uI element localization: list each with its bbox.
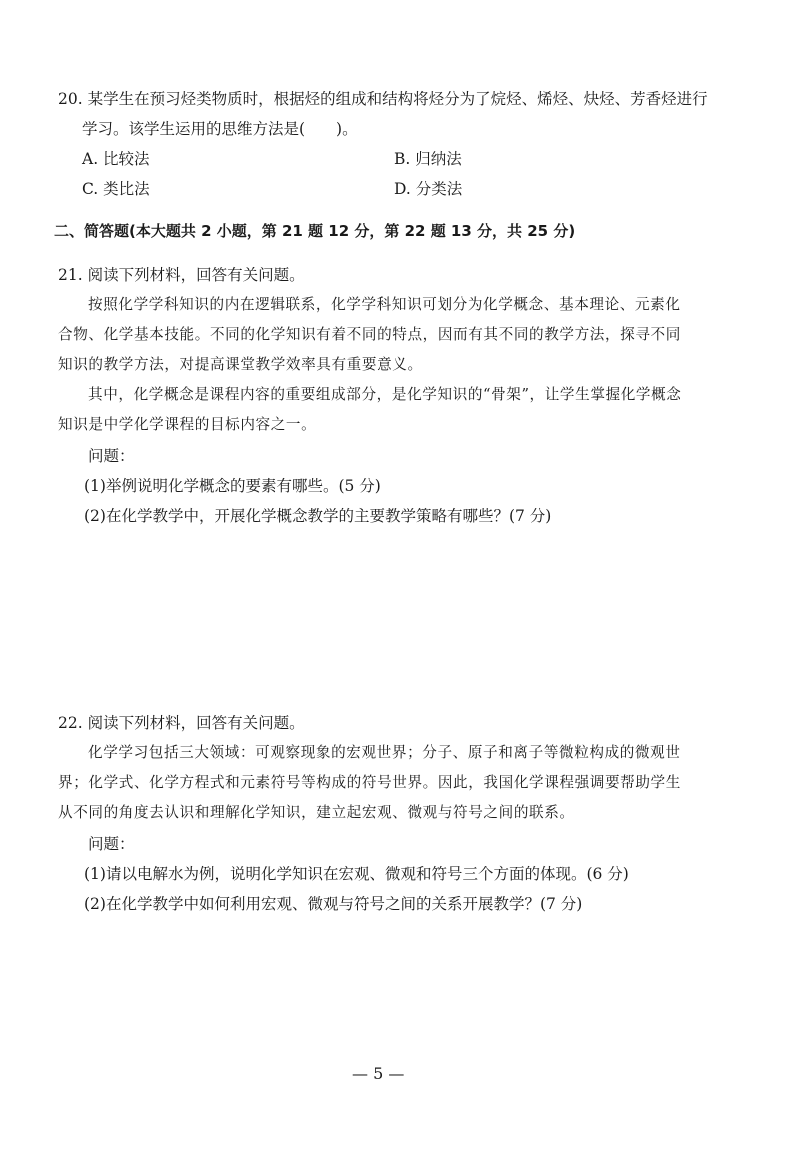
q21-material-p2-line2: 知识是中学化学课程的目标内容之一。 (58, 416, 317, 433)
q20-stem-line1: 20. 某学生在预习烃类物质时，根据烃的组成和结构将烃分为了烷烃、烯烃、炔烃、芳香烃进行 (58, 90, 708, 108)
q21-material-p1-line2: 合物、化学基本技能。不同的化学知识有着不同的特点，因而有其不同的教学方法，探寻不同 (58, 326, 681, 343)
q20-option-a: A. 比较法 (82, 150, 150, 168)
q20-option-b: B. 归纳法 (394, 150, 462, 168)
q21-subquestion-1: (1)举例说明化学概念的要素有哪些。(5 分) (84, 477, 381, 495)
q22-subquestion-1: (1)请以电解水为例，说明化学知识在宏观、微观和符号三个方面的体现。(6 分) (84, 865, 629, 883)
q21-material-p1-line1: 按照化学学科知识的内在逻辑联系，化学学科知识可划分为化学概念、基本理论、元素化 (88, 296, 681, 313)
q22-subquestion-2: (2)在化学教学中如何利用宏观、微观与符号之间的关系开展教学？(7 分) (84, 895, 583, 913)
q22-intro: 22. 阅读下列材料，回答有关问题。 (58, 714, 305, 732)
q20-stem-line2: 学习。该学生运用的思维方法是( )。 (82, 120, 358, 138)
page-number: — 5 — (352, 1064, 405, 1083)
q22-material-p1-line2: 界；化学式、化学方程式和元素符号等构成的符号世界。因此，我国化学课程强调要帮助学生 (58, 774, 681, 791)
section-heading: 二、简答题(本大题共 2 小题，第 21 题 12 分，第 22 题 13 分，共 25 分) (54, 222, 576, 240)
q20-option-c: C. 类比法 (82, 180, 150, 198)
q21-material-p2-line1: 其中，化学概念是课程内容的重要组成部分，是化学知识的“骨架”，让学生掌握化学概念 (88, 386, 682, 403)
q21-question-label: 问题： (88, 447, 135, 465)
q22-material-p1-line3: 从不同的角度去认识和理解化学知识，建立起宏观、微观与符号之间的联系。 (58, 804, 575, 821)
q21-intro: 21. 阅读下列材料，回答有关问题。 (58, 266, 305, 284)
q20-option-d: D. 分类法 (394, 180, 463, 198)
q21-subquestion-2: (2)在化学教学中，开展化学概念教学的主要教学策略有哪些？(7 分) (84, 507, 552, 525)
q22-question-label: 问题： (88, 835, 135, 853)
q22-material-p1-line1: 化学学习包括三大领域：可观察现象的宏观世界；分子、原子和离子等微粒构成的微观世 (88, 744, 681, 761)
q21-material-p1-line3: 知识的教学方法，对提高课堂教学效率具有重要意义。 (58, 356, 423, 373)
